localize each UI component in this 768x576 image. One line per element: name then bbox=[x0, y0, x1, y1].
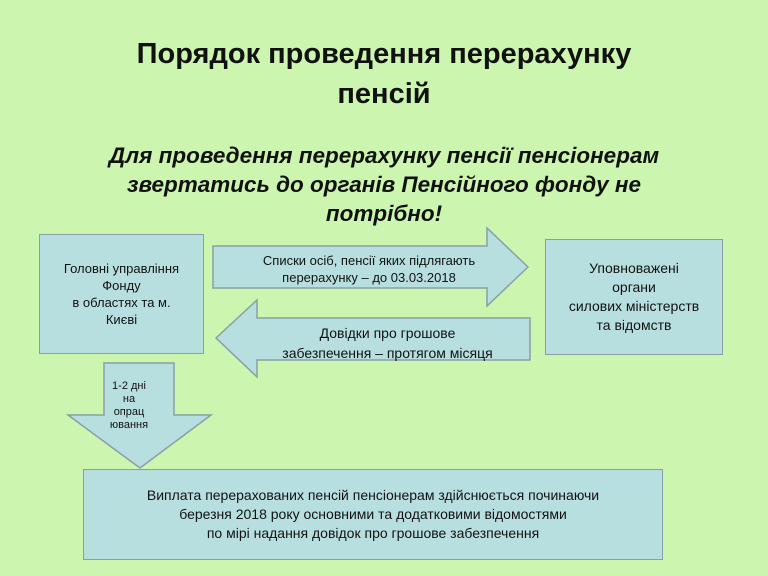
left-box-line-4: Києві bbox=[105, 312, 138, 327]
subtitle-line-2: звертатись до органів Пенсійного фонду не bbox=[126, 172, 642, 197]
bottom-box-line-3: по мірі надання довідок про грошове забезпечення bbox=[206, 525, 540, 541]
arrow-left-label bbox=[245, 323, 530, 363]
right-box-line-3: силових міністерств bbox=[568, 298, 700, 314]
bottom-box-line-1: Виплата перерахованих пенсій пенсіонерам здійснюється починаючи bbox=[146, 487, 600, 503]
fund-offices-box bbox=[39, 234, 204, 354]
payment-box bbox=[83, 469, 663, 560]
bottom-box-line-2: березня 2018 року основними та додатковими відомостями bbox=[179, 506, 567, 522]
arrow-right-label bbox=[224, 252, 514, 286]
arrow-down-line-3: опрац bbox=[113, 406, 145, 418]
title-line-1: Порядок проведення перерахунку bbox=[136, 38, 632, 70]
arrow-down-label bbox=[104, 380, 154, 432]
subtitle-line-3: потрібно! bbox=[325, 201, 443, 226]
arrow-down-line-2: на bbox=[122, 393, 136, 405]
arrow-left-line-1: Довідки про грошове bbox=[319, 325, 456, 341]
left-box-line-3: в областях та м. bbox=[72, 295, 171, 310]
right-box-line-4: та відомств bbox=[596, 317, 672, 333]
arrow-down-line-4: ювання bbox=[109, 419, 149, 431]
left-box-line-2: Фонду bbox=[102, 278, 141, 293]
subtitle-line-1: Для проведення перерахунку пенсії пенсіонерам bbox=[108, 143, 660, 168]
arrow-right-line-2: перерахунку – до 03.03.2018 bbox=[282, 270, 456, 285]
arrow-right-line-1: Списки осіб, пенсії яких підлягають bbox=[262, 253, 476, 268]
arrow-left-line-2: забезпечення – протягом місяця bbox=[282, 345, 493, 361]
right-box-line-1: Уповноважені bbox=[589, 260, 679, 276]
left-box-line-1: Головні управління bbox=[63, 261, 180, 276]
arrow-down-line-1: 1-2 дні bbox=[112, 380, 146, 392]
ministries-box bbox=[545, 239, 723, 355]
title-line-2: пенсій bbox=[337, 78, 431, 110]
right-box-line-2: органи bbox=[612, 279, 656, 295]
